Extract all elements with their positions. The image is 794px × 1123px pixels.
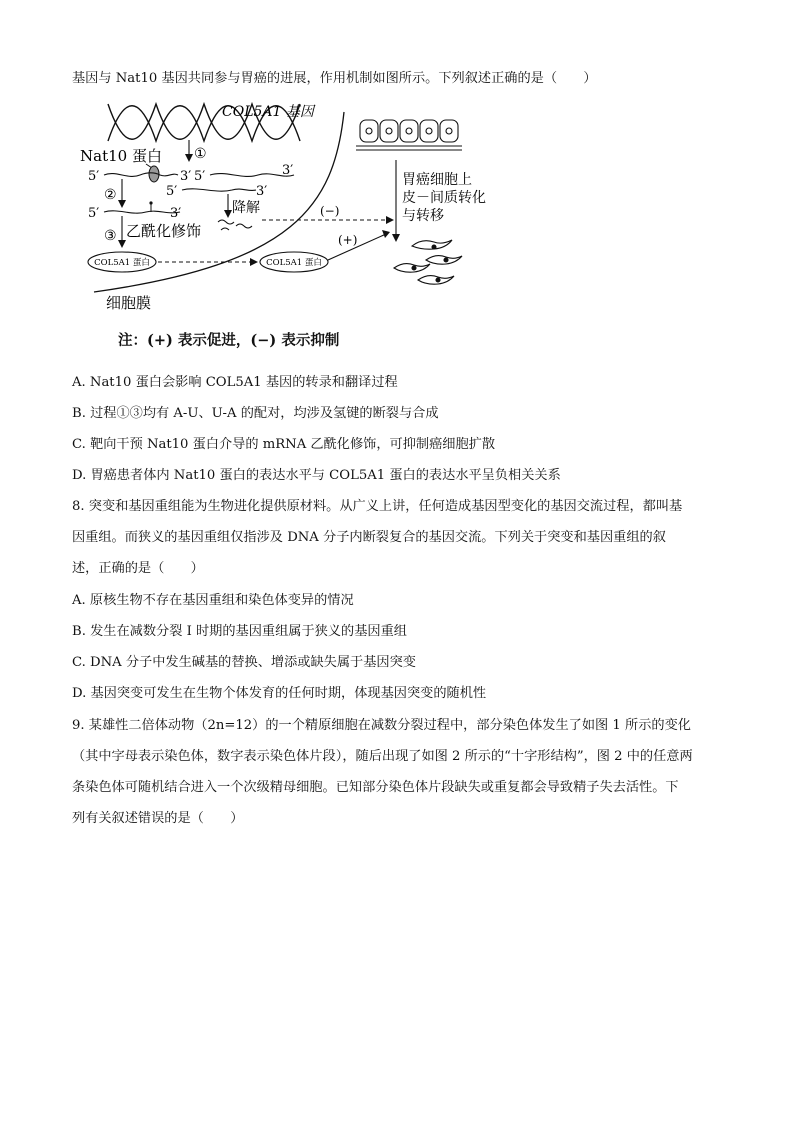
emt-line3: 与转移 — [402, 208, 444, 224]
step3-marker: ③ — [104, 228, 117, 244]
svg-text:3′: 3′ — [282, 163, 294, 178]
acetylated-mrna — [104, 211, 180, 213]
inhibit-sign: (−) — [320, 204, 340, 218]
svg-text:3′: 3′ — [170, 206, 182, 221]
q9-stem-line1: 9. 某雄性二倍体动物（2n=12）的一个精原细胞在减数分裂过程中，部分染色体发生了如图 1 所示的变化 — [72, 718, 691, 733]
svg-text:COL5A1 蛋白: COL5A1 蛋白 — [266, 258, 322, 268]
q8-option-d[interactable]: D. 基因突变可发生在生物个体发育的任何时期，体现基因突变的随机性 — [72, 686, 487, 701]
q9-stem-line4: 列有关叙述错误的是（ ） — [72, 811, 244, 826]
mesenchymal-cells — [394, 240, 462, 284]
q7-option-d[interactable]: D. 胃癌患者体内 Nat10 蛋白的表达水平与 COL5A1 蛋白的表达水平呈负相关关系 — [72, 468, 561, 483]
promote-sign: (+) — [338, 233, 358, 247]
degrade-label: 降解 — [232, 200, 260, 216]
q9-stem-line3: 条染色体可随机结合进入一个次级精母细胞。已知部分染色体片段缺失或重复都会导致精子失去活性。下 — [72, 780, 679, 795]
q8-stem-line3: 述，正确的是（ ） — [72, 561, 204, 576]
q9-stem-line2: （其中字母表示染色体，数字表示染色体片段），随后出现了如图 2 所示的“十字形结构”，图 2 中的任意两 — [72, 749, 693, 764]
svg-text:5′: 5′ — [88, 169, 100, 184]
step1-marker: ① — [194, 146, 207, 162]
step2-marker: ② — [104, 187, 117, 203]
q7-option-a[interactable]: A. Nat10 蛋白会影响 COL5A1 基因的转录和翻译过程 — [72, 375, 398, 390]
svg-text:5′: 5′ — [166, 184, 178, 199]
emt-line1: 胃癌细胞上 — [402, 172, 472, 188]
acetyl-label: 乙酰化修饰 — [126, 222, 202, 240]
q8-option-c[interactable]: C. DNA 分子中发生碱基的替换、增添或缺失属于基因突变 — [72, 655, 416, 670]
q7-stem: 基因与 Nat10 基因共同参与胃癌的进展，作用机制如图所示。下列叙述正确的是（ ） — [72, 71, 597, 86]
diagram-note: 注：(+) 表示促进，(−) 表示抑制 — [118, 332, 340, 349]
mrna-1 — [104, 173, 178, 177]
svg-text:5′: 5′ — [88, 206, 100, 221]
q7-option-c[interactable]: C. 靶向干预 Nat10 蛋白介导的 mRNA 乙酰化修饰，可抑制癌细胞扩散 — [72, 437, 496, 452]
degraded-fragments — [218, 220, 252, 230]
svg-text:COL5A1 蛋白: COL5A1 蛋白 — [94, 258, 150, 268]
svg-text:5′: 5′ — [194, 169, 206, 184]
q8-stem-line1: 8. 突变和基因重组能为生物进化提供原材料。从广义上讲，任何造成基因型变化的基因交流过程，都叫基 — [72, 499, 683, 514]
q8-stem-line2: 因重组。而狭义的基因重组仅指涉及 DNA 分子内断裂复合的基因交流。下列关于突变和基因重组的叙 — [72, 530, 666, 545]
svg-text:3′: 3′ — [256, 184, 268, 199]
nat10-label: Nat10 蛋白 — [80, 147, 162, 165]
q7-option-b[interactable]: B. 过程①③均有 A-U、U-A 的配对，均涉及氢键的断裂与合成 — [72, 406, 439, 421]
gene-label: COL5A1 基因 — [222, 104, 314, 120]
q8-option-a[interactable]: A. 原核生物不存在基因重组和染色体变异的情况 — [72, 593, 354, 608]
q8-option-b[interactable]: B. 发生在减数分裂 I 时期的基因重组属于狭义的基因重组 — [72, 624, 407, 639]
epithelial-cells — [360, 120, 458, 142]
emt-line2: 皮－间质转化 — [402, 190, 486, 206]
mechanism-diagram — [76, 96, 506, 314]
membrane-label: 细胞膜 — [106, 294, 152, 312]
svg-text:3′: 3′ — [180, 169, 192, 184]
